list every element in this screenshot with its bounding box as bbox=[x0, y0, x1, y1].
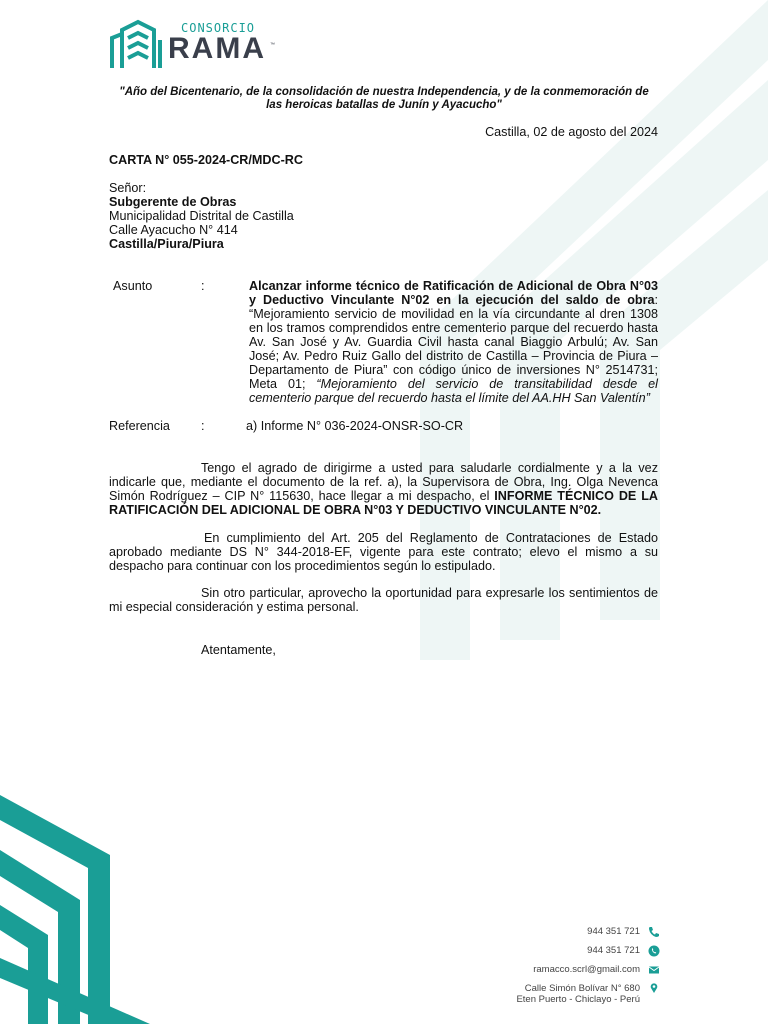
footer-whatsapp: 944 351 721 bbox=[587, 945, 640, 956]
p1-text: Tengo el agrado de dirigirme a usted para saludarle cordialmente y a la vez indicarle que, mediante el documento de la ref. a), la Supervisora de Obra, Ing. Olga Nevenca Simón Rodríguez – CIP N° 115630, hace llegar a mi despacho, el bbox=[109, 461, 658, 503]
footer-phone: 944 351 721 bbox=[587, 926, 640, 937]
motto-line: "Año del Bicentenario, de la consolidación de nuestra Independencia, y de la conmemoración de bbox=[119, 86, 649, 98]
closing: Atentamente, bbox=[201, 643, 276, 657]
recipient-block bbox=[109, 181, 294, 251]
subject-plain: : “Mejoramiento servicio de movilidad en la vía circundante al dren 1308 en los tramos comprendidos entre cementerio parque del recuerdo hasta Av. San José y Av. Guardia Civil hasta canal Biaggio Arbulú; Av. San José; Av. Pedro Ruiz Gallo del distrito de Castilla – Provincia de Piura – Departamento de Piura” con código único de inversiones N° 2514731; Meta 01; bbox=[249, 293, 658, 391]
letter-number: CARTA N° 055-2024-CR/MDC-RC bbox=[109, 153, 303, 167]
salutation: Señor: bbox=[109, 181, 147, 195]
motto bbox=[100, 86, 668, 112]
body-paragraph-1 bbox=[109, 461, 658, 517]
subject-italic: “Mejoramiento del servicio de transitabilidad desde el cementerio parque del recuerdo hasta el límite del AA.HH San Valentín” bbox=[249, 377, 658, 405]
body-paragraph-3: Sin otro particular, aprovecho la oportunidad para expresarle los sentimientos de mi especial consideración y estima personal. bbox=[109, 586, 658, 614]
subject-bold: Alcanzar informe técnico de Ratificación de Adicional de Obra N°03 y Deductivo Vinculante N°02 en la ejecución del saldo de obra bbox=[249, 279, 658, 307]
motto-line: las heroicas batallas de Junín y Ayacucho" bbox=[266, 99, 502, 111]
reference-value: a) Informe N° 036-2024-ONSR-SO-CR bbox=[246, 419, 464, 433]
date-line: Castilla, 02 de agosto del 2024 bbox=[485, 125, 658, 139]
recipient-address: Calle Ayacucho N° 414 bbox=[109, 223, 238, 237]
footer-email: ramacco.scrl@gmail.com bbox=[533, 964, 640, 975]
location-pin-icon bbox=[648, 982, 660, 994]
whatsapp-icon bbox=[648, 945, 660, 957]
subject-text bbox=[249, 279, 658, 405]
recipient-city: Castilla/Piura/Piura bbox=[109, 237, 224, 251]
logo-consorcio: CONSORCIO bbox=[181, 21, 256, 35]
body-paragraph-2: En cumplimiento del Art. 205 del Reglamento de Contrataciones de Estado aprobado mediante DS N° 344-2018-EF, vigente para este contrato; elevo el mismo a su despacho para continuar con los procedimientos según lo estipulado. bbox=[109, 531, 658, 573]
mail-icon bbox=[648, 964, 660, 976]
recipient-title: Subgerente de Obras bbox=[109, 195, 237, 209]
address-line-2: Eten Puerto - Chiclayo - Perú bbox=[516, 994, 640, 1005]
logo-name: RAMA bbox=[168, 32, 266, 65]
recipient-org: Municipalidad Distrital de Castilla bbox=[109, 209, 294, 223]
footer-address bbox=[516, 983, 640, 1005]
reference-colon: : bbox=[201, 419, 205, 433]
address-line-1: Calle Simón Bolívar N° 680 bbox=[524, 983, 640, 994]
building-logo-icon bbox=[108, 18, 164, 70]
reference-label: Referencia bbox=[109, 419, 170, 433]
footer-chevrons bbox=[0, 795, 150, 1024]
subject-label: Asunto bbox=[113, 279, 153, 293]
phone-icon bbox=[648, 926, 660, 938]
p1-bold: INFORME TÉCNICO DE LA RATIFICACIÓN DEL ADICIONAL DE OBRA N°03 Y DEDUCTIVO VINCULANTE N°02. bbox=[109, 489, 658, 517]
subject-colon: : bbox=[201, 279, 205, 293]
logo-tm: ™ bbox=[270, 42, 275, 48]
